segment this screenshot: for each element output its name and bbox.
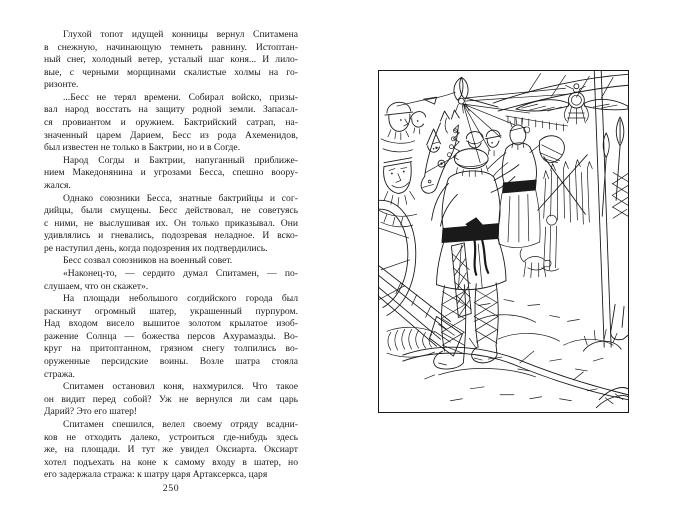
page-number: 250 — [162, 483, 180, 494]
text-line: хотел подъехать на коне к самому входу в шатер, но — [44, 456, 298, 468]
text-line: Над входом висело вышитое золотом крылатое изоб- — [44, 318, 298, 330]
text-line: Однако союзники Бесса, знатные бактрийцы и сог- — [63, 192, 298, 204]
text-line: жался. — [44, 179, 71, 191]
rope-knot — [397, 77, 568, 162]
paragraph — [44, 255, 298, 268]
text-line: стража. — [44, 368, 75, 380]
text-line: На площади небольшого согдийского города был — [63, 293, 298, 305]
text-column — [44, 29, 298, 482]
text-line: Бесс созвал союзников на военный совет. — [63, 255, 233, 267]
winged-sun-emblem — [516, 84, 628, 124]
text-line: круг на притоптанном, грязном снегу толпились во- — [44, 343, 298, 355]
text-line: его задержала стража: к шатру царя Артаксеркса, царя — [44, 469, 268, 481]
paragraph — [44, 293, 298, 381]
text-line: удивлялись и гневались, подозревая неладное. И вско- — [44, 230, 298, 242]
paragraph — [44, 193, 298, 256]
horse — [421, 110, 459, 193]
dog — [520, 249, 551, 278]
text-line: ся провиантом и оружием. Бактрийский сатрап, на- — [44, 117, 298, 129]
paragraph — [44, 268, 298, 293]
text-line: же, на площади. И тут же увидел Оксиарта. Оксиарт — [44, 444, 298, 456]
robed-figure — [542, 215, 559, 271]
snowy-ground — [403, 300, 628, 401]
text-line: ный снег, холодный ветер, усталый шаг коня... И лило- — [44, 54, 298, 66]
text-line: Глухой топот идущей конницы вернул Спитамена — [63, 29, 298, 40]
spitamen-back-figure — [432, 149, 519, 290]
illustration-drawing — [379, 71, 628, 412]
crowd-of-warriors-left — [379, 102, 441, 226]
text-line: ражение Солнца — божества персов Ахурамазды. Во- — [44, 330, 298, 342]
text-line: раскинут огромный шатер, украшенный пурпуром. — [44, 305, 298, 317]
text-line: с ними, не выслушивая их. Он только приказывал. Они — [44, 217, 298, 229]
text-line: вые, с черными морщинами скалистые холмы на го- — [44, 66, 298, 78]
text-line: Спитамен остановил коня, нахмурился. Что такое — [63, 381, 298, 393]
checkered-leggings — [434, 283, 499, 369]
spears-and-reeds — [538, 155, 593, 224]
text-line: Народ Согды и Бактрии, напуганный приближе- — [63, 154, 298, 166]
text-line: Спитамен спешился, велел своему отряду всадни- — [63, 418, 298, 430]
text-line: значенный царем Дарием, Бесс из рода Ахеменидов, — [44, 129, 298, 141]
text-line: оруженные персидские воины. Возле шатра стояла — [44, 356, 298, 368]
illustration-frame — [378, 70, 629, 413]
paragraph — [44, 419, 298, 482]
text-line: в снежную, начинающую темнеть равнину. Истоптан- — [44, 41, 298, 53]
text-line: вал народ восстать на защиту родной земли. Запасал- — [44, 104, 298, 116]
paragraph — [44, 381, 298, 419]
warrior-with-headband — [488, 118, 564, 248]
text-line: был известен не только в Бактрии, но и в Согде. — [44, 142, 241, 154]
text-line: ...Бесс не терял времени. Собирал войско, призы- — [63, 91, 298, 103]
text-line: Дарий? Это его шатер! — [44, 406, 138, 418]
paragraph — [44, 29, 298, 92]
text-line: ре наступил день, когда подозрения их подтвердились. — [44, 242, 268, 254]
paragraph — [44, 92, 298, 155]
text-line: слушаем, что он скажет». — [44, 280, 149, 292]
text-line: он видит перед собой? Уж не вернулся ли сам царь — [44, 393, 298, 405]
text-line: «Наконец-то, — сердито думал Спитамен, — по- — [63, 267, 298, 279]
text-line: дийцы, были смущены. Бесс действовал, не советуясь — [44, 205, 298, 217]
cart-wheel-and-shafts — [379, 200, 462, 356]
text-line: ризонте. — [44, 79, 79, 91]
tent-canopy — [466, 73, 628, 131]
text-line: нием Македонянина и угрозами Бесса, спешно воору- — [44, 167, 298, 179]
paragraph — [44, 155, 298, 193]
text-line: ков не отходить далеко, устроиться где-нибудь здесь — [44, 431, 298, 443]
